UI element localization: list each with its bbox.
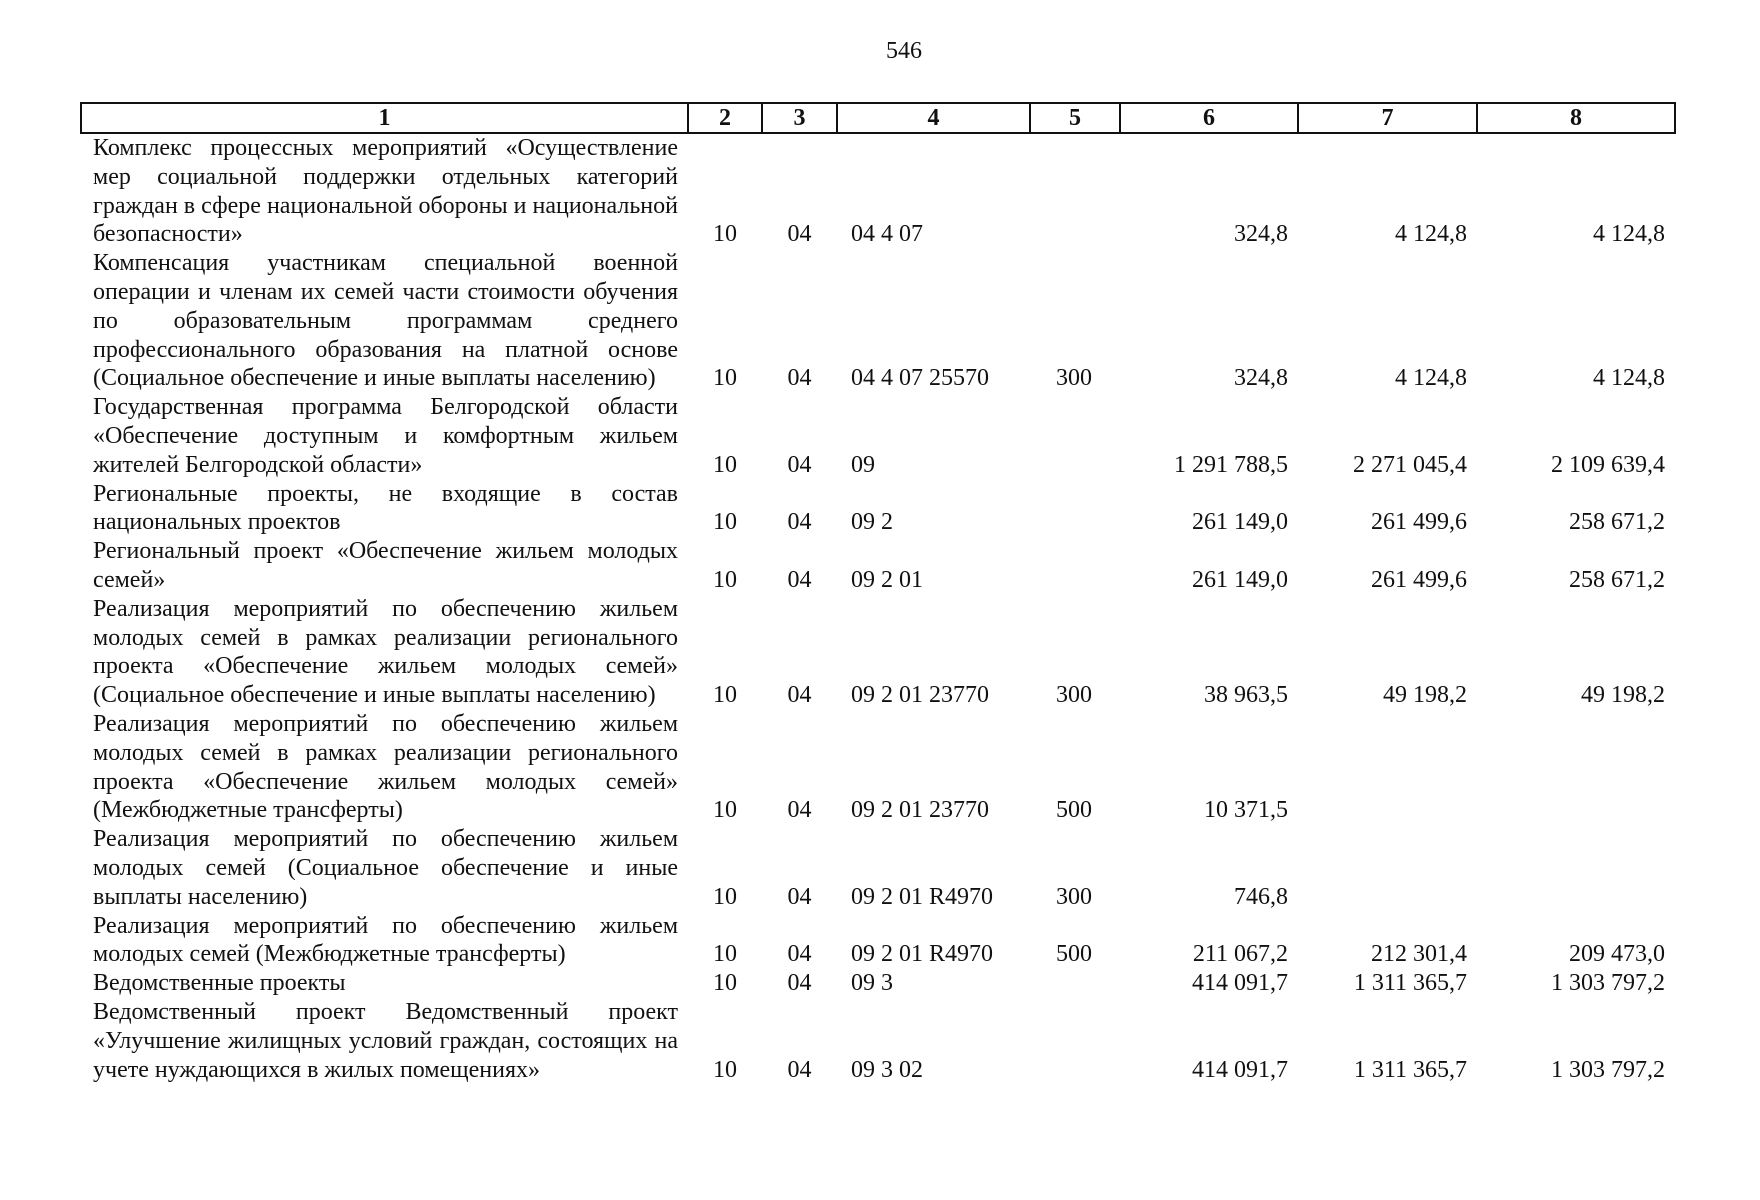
row-value-col7	[1298, 825, 1477, 911]
row-name: Реализация мероприятий по обеспечению жильем молодых семей в рамках реализации регионального проекта «Обеспечение жильем молодых семей» (Социальное обеспечение и иные выплаты населению)	[93, 595, 678, 709]
row-value-col8	[1477, 710, 1675, 825]
row-subsection: 04	[787, 682, 812, 709]
row-subsection: 04	[787, 365, 812, 392]
row-target-code: 09 2 01 23770	[851, 797, 989, 824]
header-col-6: 6	[1120, 103, 1298, 133]
row-value-col6: 324,8	[1234, 221, 1288, 248]
row-expense-type	[1030, 393, 1120, 479]
row-name: Реализация мероприятий по обеспечению жильем молодых семей в рамках реализации регионального проекта «Обеспечение жильем молодых семей» (Межбюджетные трансферты)	[93, 710, 678, 824]
row-section: 10	[713, 883, 737, 910]
row-subsection: 04	[787, 451, 812, 478]
row-subsection: 04	[787, 566, 812, 593]
row-value-col6: 414 091,7	[1192, 970, 1288, 997]
row-value-col6: 38 963,5	[1204, 682, 1288, 709]
row-value-col8: 49 198,2	[1581, 682, 1665, 709]
row-value-col6: 746,8	[1234, 883, 1288, 910]
row-expense-type: 300	[1056, 883, 1092, 910]
row-value-col7: 212 301,4	[1371, 941, 1467, 968]
row-value-col7: 261 499,6	[1371, 566, 1467, 593]
row-expense-type: 500	[1056, 941, 1092, 968]
row-value-col6: 414 091,7	[1192, 1056, 1288, 1083]
row-section: 10	[713, 682, 737, 709]
header-col-5: 5	[1030, 103, 1120, 133]
row-value-col8: 209 473,0	[1569, 941, 1665, 968]
row-expense-type: 300	[1056, 682, 1092, 709]
row-target-code: 09 2	[851, 509, 893, 536]
budget-table	[80, 102, 1676, 1084]
row-name: Компенсация участникам специальной военной операции и членам их семей части стоимости обучения по образовательным программам среднего профессионального образования на платной основе (Социальное обеспечение и иные выплаты населению)	[93, 250, 678, 392]
row-subsection: 04	[787, 509, 812, 536]
row-expense-type	[1030, 133, 1120, 249]
row-value-col7: 2 271 045,4	[1353, 451, 1467, 478]
row-name: Региональные проекты, не входящие в состав национальных проектов	[93, 480, 678, 536]
row-value-col7: 4 124,8	[1395, 365, 1467, 392]
page-number: 546	[886, 38, 922, 64]
row-subsection: 04	[787, 883, 812, 910]
row-value-col8: 1 303 797,2	[1551, 1056, 1665, 1083]
row-subsection: 04	[787, 941, 812, 968]
row-value-col6: 10 371,5	[1204, 797, 1288, 824]
row-value-col8	[1477, 825, 1675, 911]
row-section: 10	[713, 221, 737, 248]
row-target-code: 04 4 07	[851, 221, 923, 248]
table-row	[81, 480, 1675, 538]
row-subsection: 04	[787, 970, 812, 997]
table-body	[81, 133, 1675, 1084]
row-name: Ведомственные проекты	[93, 970, 346, 997]
row-name: Реализация мероприятий по обеспечению жильем молодых семей (Социальное обеспечение и иные выплаты населению)	[93, 826, 678, 910]
row-expense-type	[1030, 969, 1120, 998]
row-value-col6: 211 067,2	[1192, 941, 1288, 968]
header-col-8: 8	[1477, 103, 1675, 133]
row-target-code: 09 3	[851, 970, 893, 997]
row-expense-type	[1030, 480, 1120, 538]
table-row	[81, 537, 1675, 595]
row-section: 10	[713, 365, 737, 392]
row-subsection: 04	[787, 221, 812, 248]
row-target-code: 09 2 01	[851, 566, 923, 593]
row-section: 10	[713, 509, 737, 536]
header-col-4: 4	[837, 103, 1030, 133]
row-name: Региональный проект «Обеспечение жильем молодых семей»	[93, 538, 678, 593]
row-name: Реализация мероприятий по обеспечению жильем молодых семей (Межбюджетные трансферты)	[93, 912, 678, 968]
row-target-code: 09	[851, 451, 875, 478]
header-col-2: 2	[688, 103, 762, 133]
row-section: 10	[713, 1056, 737, 1083]
table-row	[81, 249, 1675, 393]
row-target-code: 04 4 07 25570	[851, 365, 989, 392]
row-expense-type	[1030, 998, 1120, 1084]
row-section: 10	[713, 566, 737, 593]
row-value-col8: 4 124,8	[1593, 221, 1665, 248]
row-value-col8: 258 671,2	[1569, 566, 1665, 593]
row-value-col6: 261 149,0	[1192, 509, 1288, 536]
table-row	[81, 912, 1675, 970]
table-header	[81, 103, 1675, 133]
row-value-col8: 2 109 639,4	[1551, 451, 1665, 478]
table-row	[81, 825, 1675, 911]
row-section: 10	[713, 451, 737, 478]
row-expense-type	[1030, 537, 1120, 595]
header-col-3: 3	[762, 103, 837, 133]
row-value-col7	[1298, 710, 1477, 825]
row-subsection: 04	[787, 1056, 812, 1083]
row-name: Ведомственный проект Ведомственный проект «Улучшение жилищных условий граждан, состоящих на учете нуждающихся в жилых помещениях»	[93, 998, 678, 1083]
row-value-col6: 261 149,0	[1192, 566, 1288, 593]
row-section: 10	[713, 941, 737, 968]
table-row	[81, 710, 1675, 825]
table-row	[81, 595, 1675, 710]
row-value-col6: 324,8	[1234, 365, 1288, 392]
row-value-col7: 1 311 365,7	[1353, 970, 1467, 997]
header-col-7: 7	[1298, 103, 1477, 133]
row-value-col8: 1 303 797,2	[1551, 970, 1665, 997]
header-col-1: 1	[81, 103, 688, 133]
row-value-col6: 1 291 788,5	[1174, 451, 1288, 478]
table-row	[81, 133, 1675, 249]
row-target-code: 09 2 01 R4970	[851, 941, 994, 968]
row-expense-type: 300	[1056, 365, 1092, 392]
row-target-code: 09 2 01 R4970	[851, 883, 994, 910]
row-value-col8: 4 124,8	[1593, 365, 1665, 392]
row-name: Государственная программа Белгородской области «Обеспечение доступным и комфортным жильем жителей Белгородской области»	[93, 394, 678, 478]
row-subsection: 04	[787, 797, 812, 824]
row-value-col7: 1 311 365,7	[1353, 1056, 1467, 1083]
row-value-col8: 258 671,2	[1569, 509, 1665, 536]
table-row	[81, 393, 1675, 479]
header-row	[81, 103, 1675, 133]
row-section: 10	[713, 797, 737, 824]
row-section: 10	[713, 970, 737, 997]
table-row	[81, 969, 1675, 998]
row-target-code: 09 3 02	[851, 1056, 923, 1083]
row-value-col7: 4 124,8	[1395, 221, 1467, 248]
table-row	[81, 998, 1675, 1084]
row-name: Комплекс процессных мероприятий «Осуществление мер социальной поддержки отдельных категорий граждан в сфере национальной обороны и национальной безопасности»	[93, 135, 678, 248]
row-target-code: 09 2 01 23770	[851, 682, 989, 709]
row-value-col7: 49 198,2	[1383, 682, 1467, 709]
row-expense-type: 500	[1056, 797, 1092, 824]
row-value-col7: 261 499,6	[1371, 509, 1467, 536]
